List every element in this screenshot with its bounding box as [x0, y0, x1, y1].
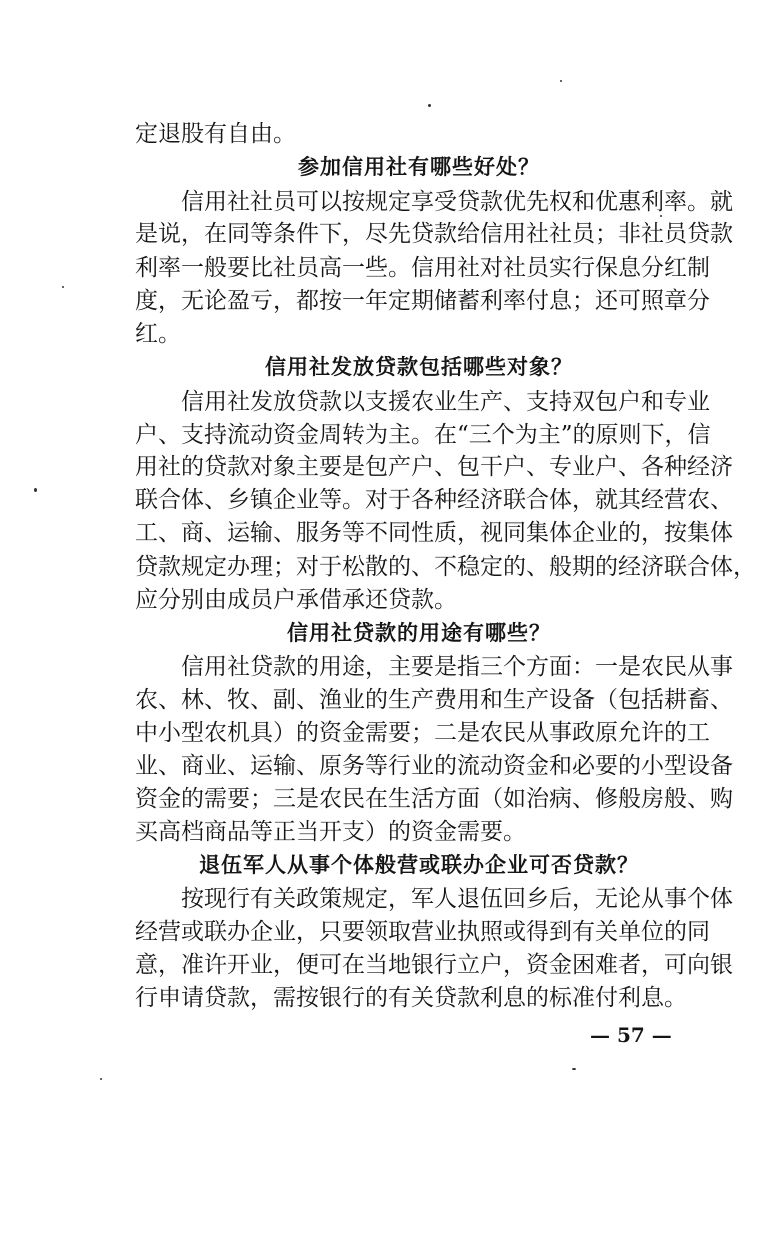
section-heading: 信用社发放贷款包括哪些对象？ — [265, 354, 573, 379]
scan-speck — [34, 488, 37, 492]
scan-speck — [100, 1078, 102, 1080]
scan-speck — [62, 286, 64, 288]
scan-speck — [660, 215, 662, 217]
paragraph-line: 按现行有关政策规定，军人退伍回乡后，无论从事个体 — [181, 886, 733, 912]
scan-speck — [572, 1068, 576, 1070]
paragraph-line: 经营或联办企业，只要领取营业执照或得到有关单位的同 — [135, 919, 710, 945]
paragraph-line: 资金的需要；三是农民在生活方面（如治病、修般房般、购 — [135, 786, 733, 812]
paragraph-line: 户、支持流动资金周转为主。在“三个为主”的原则下，信 — [135, 422, 711, 448]
paragraph-line: 信用社社员可以按规定享受贷款优先权和优惠利率。就 — [181, 189, 733, 215]
paragraph-line: 贷款规定办理；对于松散的、不稳定的、般期的经济联合体， — [135, 554, 756, 580]
paragraph-line: 是说，在同等条件下，尽先贷款给信用社社员；非社员贷款 — [135, 221, 733, 247]
paragraph-line: 工、商、运输、服务等不同性质，视同集体企业的，按集体 — [135, 520, 733, 546]
paragraph-line: 利率一般要比社员高一些。信用社对社员实行保息分红制 — [135, 255, 710, 281]
paragraph-line: 中小型农机具）的资金需要；二是农民从事政原允许的工 — [135, 720, 710, 746]
paragraph-line: 用社的贷款对象主要是包产户、包干户、专业户、各种经济 — [135, 454, 733, 480]
scan-speck — [428, 104, 431, 107]
paragraph-line: 红。 — [135, 321, 181, 347]
paragraph-line: 应分别由成员户承借承还贷款。 — [135, 587, 457, 613]
paragraph-line: 信用社贷款的用途，主要是指三个方面：一是农民从事 — [181, 654, 733, 680]
scan-speck — [560, 80, 562, 82]
paragraph-line: 农、林、牧、副、渔业的生产费用和生产设备（包括耕畜、 — [135, 687, 733, 713]
paragraph-line: 业、商业、运输、原务等行业的流动资金和必要的小型设备 — [135, 753, 733, 779]
section-heading: 信用社贷款的用途有哪些？ — [287, 620, 551, 645]
paragraph-line: 度，无论盈亏，都按一年定期储蓄利率付息；还可照章分 — [135, 288, 710, 314]
paragraph-line: 信用社发放贷款以支援农业生产、支持双包户和专业 — [181, 389, 710, 415]
page-number: — 57 — — [590, 1023, 672, 1047]
paragraph-line: 买高档商品等正当开支）的资金需要。 — [135, 819, 526, 845]
paragraph-line: 联合体、乡镇企业等。对于各种经济联合体，就其经营农、 — [135, 487, 733, 513]
paragraph-line: 行申请贷款，需按银行的有关贷款利息的标准付利息。 — [135, 985, 687, 1011]
section-heading: 参加信用社有哪些好处？ — [298, 154, 540, 179]
paragraph-line: 意，准许开业，便可在当地银行立户，资金困难者，可向银 — [135, 952, 733, 978]
section-heading: 退伍军人从事个体般营或联办企业可否贷款？ — [199, 852, 639, 877]
paragraph-line: 定退股有自由。 — [135, 121, 296, 147]
